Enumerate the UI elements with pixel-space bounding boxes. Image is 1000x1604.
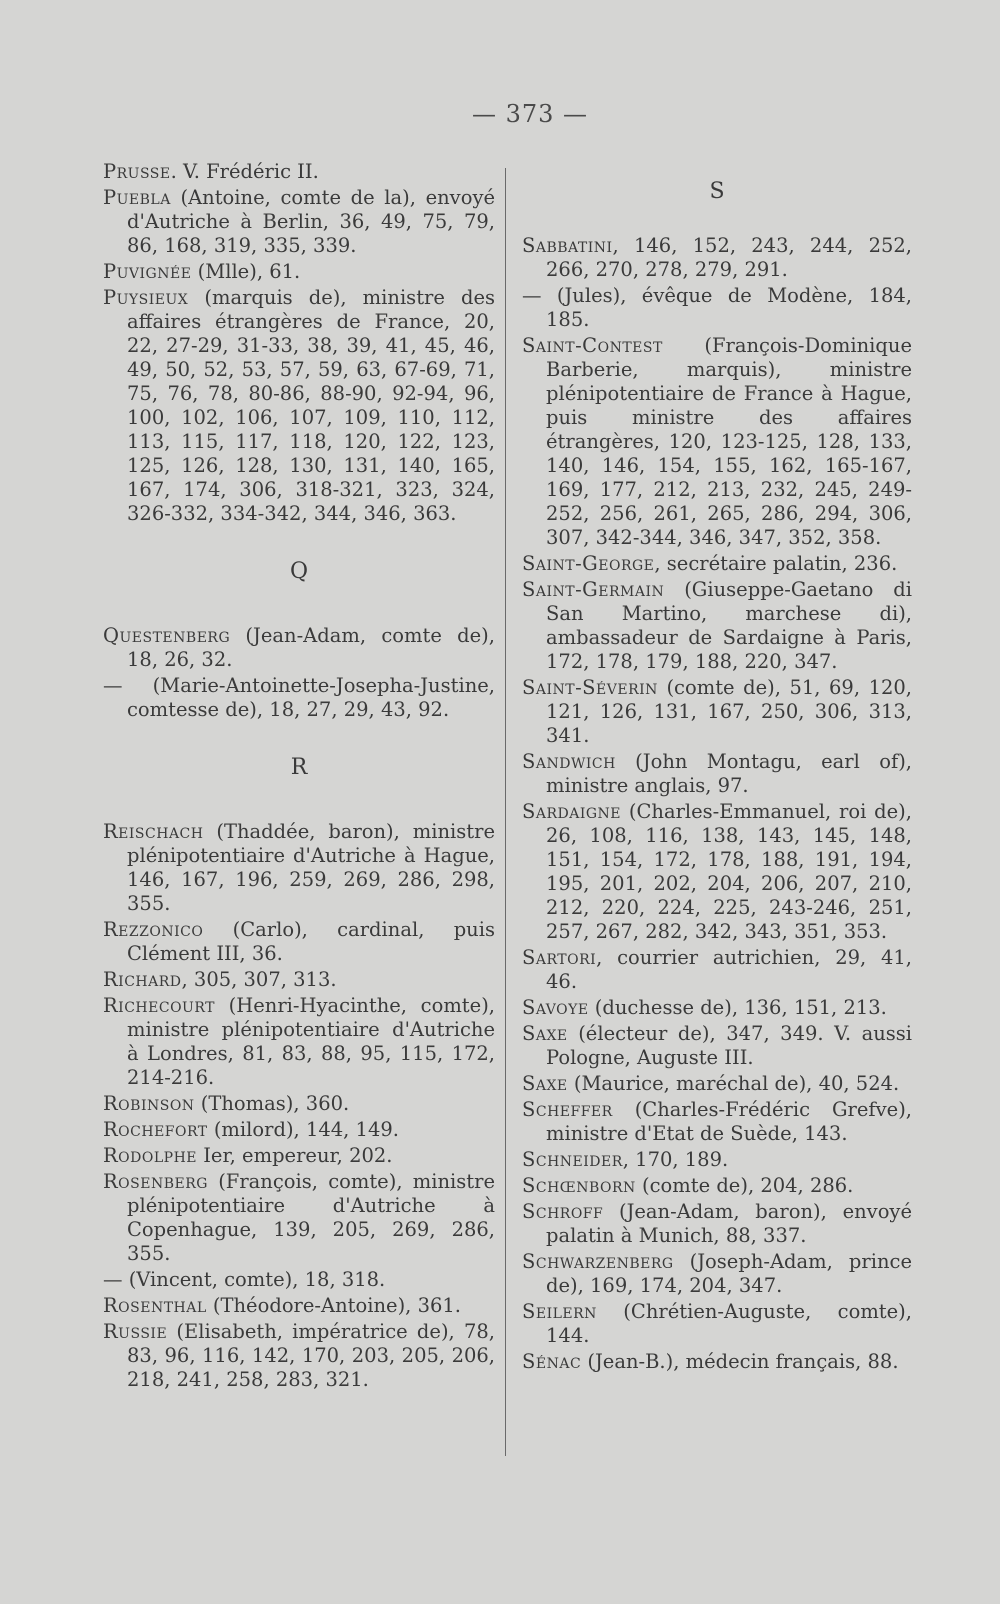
index-entry xyxy=(103,1294,495,1318)
index-entry xyxy=(103,160,495,184)
entry-headword: Scheffer xyxy=(522,1098,613,1121)
index-entry xyxy=(103,1170,495,1266)
entry-headword: Rosenthal xyxy=(103,1294,207,1317)
entry-headword: Puvignée xyxy=(103,260,192,283)
index-entry xyxy=(522,996,912,1020)
entry-headword: Saint-Contest xyxy=(522,334,663,357)
index-entry xyxy=(522,552,912,576)
entry-text: (Carlo), cardinal, puis Clément III, 36. xyxy=(127,918,495,965)
index-entry xyxy=(522,946,912,994)
entry-headword: Richard xyxy=(103,968,182,991)
entry-text: (marquis de), ministre des affaires étrangères de France, 20, 22, 27-29, 31-33, 38, 39, 41, 45, 46, 49, 50, 52, 53, 57, 59, 63, 67-69, 71, 75, 76, 78, 80-86, 88-90, 92-94, 96, 100, 102, 106, 107, 109, 110, 112, 113, 115, 117, 118, 120, 122, 123, 125, 126, 128, 130, 131, 140, 165, 167, 174, 306, 318-321, 323, 324, 326-332, 334-342, 344, 346, 363. xyxy=(127,286,495,525)
entry-headword: Rezzonico xyxy=(103,918,204,941)
entry-text: , courrier autrichien, 29, 41, 46. xyxy=(546,946,912,993)
entry-headword: Sénac xyxy=(522,1350,582,1373)
entry-text: , 305, 307, 313. xyxy=(181,968,337,991)
entry-text: — (Marie-Antoinette-Josepha-Justine, comtesse de), 18, 27, 29, 43, 92. xyxy=(103,674,495,721)
entries-q xyxy=(103,624,495,722)
index-entry xyxy=(103,820,495,916)
entry-text: (électeur de), 347, 349. V. aussi Pologne, Auguste III. xyxy=(546,1022,912,1069)
entries-r xyxy=(103,820,495,1392)
entry-headword: Reischach xyxy=(103,820,204,843)
section-letter-s: S xyxy=(709,179,725,204)
entry-text: (Jean-Adam, baron), envoyé palatin à Munich, 88, 337. xyxy=(546,1200,912,1247)
index-entry xyxy=(103,624,495,672)
entry-text: (Thaddée, baron), ministre plénipotentiaire d'Autriche à Hague, 146, 167, 196, 259, 269, 286, 298, 355. xyxy=(127,820,495,915)
entry-headword: Schroff xyxy=(522,1200,604,1223)
entry-headword: Saint-George xyxy=(522,552,655,575)
entry-text: — (Vincent, comte), 18, 318. xyxy=(103,1268,386,1291)
index-entry xyxy=(522,578,912,674)
entry-headword: Rosenberg xyxy=(103,1170,208,1193)
entry-text: (Giuseppe-Gaetano di San Martino, marchese di), ambassadeur de Sardaigne à Paris, 172, 178, 179, 188, 220, 347. xyxy=(546,578,912,673)
index-entry xyxy=(522,1250,912,1298)
entry-headword: Prusse xyxy=(103,160,171,183)
entry-text: (comte de), 51, 69, 120, 121, 126, 131, 167, 250, 306, 313, 341. xyxy=(546,676,912,747)
page-number: — 373 — xyxy=(471,100,589,128)
entry-headword: Saxe xyxy=(522,1022,568,1045)
entry-headword: Saxe xyxy=(522,1072,568,1095)
entry-headword: Schwarzenberg xyxy=(522,1250,674,1273)
entry-headword: Puysieux xyxy=(103,286,189,309)
entry-text: (milord), 144, 149. xyxy=(207,1118,399,1141)
entry-headword: Questenberg xyxy=(103,624,231,647)
entry-headword: Sabbatini xyxy=(522,234,613,257)
entry-headword: Sardaigne xyxy=(522,800,622,823)
index-entry xyxy=(522,284,912,332)
index-entry xyxy=(103,1118,495,1142)
entry-headword: Puebla xyxy=(103,186,171,209)
index-entry xyxy=(522,750,912,798)
index-entry xyxy=(103,286,495,526)
entry-text: (Charles-Emmanuel, roi de), 26, 108, 116, 138, 143, 145, 148, 151, 154, 172, 178, 188, 191, 194, 195, 201, 202, 204, 206, 207, 210, 212, 220, 224, 225, 243-246, 251, 257, 267, 282, 342, 343, 351, 353. xyxy=(546,800,912,943)
entry-headword: Robinson xyxy=(103,1092,195,1115)
entry-text: . V. Frédéric II. xyxy=(170,160,319,183)
entry-text: (comte de), 204, 286. xyxy=(635,1174,854,1197)
entry-headword: Russie xyxy=(103,1320,168,1343)
column-divider xyxy=(505,168,506,1456)
index-entry xyxy=(103,1144,495,1168)
entry-text: (Théodore-Antoine), 361. xyxy=(206,1294,461,1317)
index-entry xyxy=(103,674,495,722)
entry-text: (Maurice, maréchal de), 40, 524. xyxy=(567,1072,900,1095)
entry-text: , 170, 189. xyxy=(622,1148,729,1171)
entry-text: (Mlle), 61. xyxy=(191,260,301,283)
entry-text: (Joseph-Adam, prince de), 169, 174, 204, 347. xyxy=(546,1250,912,1297)
right-column xyxy=(522,180,912,1376)
index-entry xyxy=(522,1200,912,1248)
section-letter-q: Q xyxy=(289,559,309,584)
entry-text: (Jean-B.), médecin français, 88. xyxy=(581,1350,899,1373)
entry-text: (François-Dominique Barberie, marquis), ministre plénipotentiaire de France à Hague, puis ministre des affaires étrangères, 120, 123-125, 128, 133, 140, 146, 154, 155, 162, 165-167, 169, 177, 212, 213, 232, 245, 249-252, 256, 261, 265, 286, 294, 306, 307, 342-344, 346, 347, 352, 358. xyxy=(546,334,912,549)
index-entry xyxy=(522,234,912,282)
entry-text: (Thomas), 360. xyxy=(194,1092,350,1115)
entry-text: (Henri-Hyacinthe, comte), ministre plénipotentiaire d'Autriche à Londres, 81, 83, 88, 95, 115, 172, 214-216. xyxy=(127,994,495,1089)
entry-headword: Richecourt xyxy=(103,994,215,1017)
entry-text: (Jean-Adam, comte de), 18, 26, 32. xyxy=(127,624,495,671)
index-entry xyxy=(522,1350,912,1374)
entry-headword: Rochefort xyxy=(103,1118,208,1141)
entries-s xyxy=(522,234,912,1374)
entry-text: , 146, 152, 243, 244, 252, 266, 270, 278, 279, 291. xyxy=(546,234,912,281)
index-entry xyxy=(522,676,912,748)
entry-text: (John Montagu, earl of), ministre anglais, 97. xyxy=(546,750,912,797)
entry-headword: Schœnborn xyxy=(522,1174,636,1197)
index-entry xyxy=(103,994,495,1090)
index-entry xyxy=(103,1320,495,1392)
entry-text: Ier, empereur, 202. xyxy=(197,1144,393,1167)
entry-headword: Saint-Séverin xyxy=(522,676,658,699)
index-entry xyxy=(103,186,495,258)
index-entry xyxy=(103,968,495,992)
entry-headword: Sartori xyxy=(522,946,597,969)
index-entry xyxy=(522,1300,912,1348)
entry-headword: Seilern xyxy=(522,1300,597,1323)
entry-headword: Schneider xyxy=(522,1148,623,1171)
entry-text: (Antoine, comte de la), envoyé d'Autriche à Berlin, 36, 49, 75, 79, 86, 168, 319, 335, 339. xyxy=(127,186,495,257)
entry-headword: Rodolphe xyxy=(103,1144,198,1167)
entry-text: (Elisabeth, impératrice de), 78, 83, 96, 116, 142, 170, 203, 205, 206, 218, 241, 258, 283, 321. xyxy=(127,1320,495,1391)
entry-text: (duchesse de), 136, 151, 213. xyxy=(588,996,887,1019)
entry-text: (Charles-Frédéric Grefve), ministre d'Etat de Suède, 143. xyxy=(546,1098,912,1145)
index-entry xyxy=(103,1268,495,1292)
entry-headword: Savoye xyxy=(522,996,589,1019)
index-entry xyxy=(103,918,495,966)
index-entry xyxy=(522,800,912,944)
section-letter-r: R xyxy=(290,755,308,780)
index-entry xyxy=(103,1092,495,1116)
index-entry xyxy=(522,1022,912,1070)
entry-headword: Sandwich xyxy=(522,750,616,773)
entry-headword: Saint-Germain xyxy=(522,578,665,601)
index-entry xyxy=(522,1072,912,1096)
entry-text: — (Jules), évêque de Modène, 184, 185. xyxy=(522,284,912,331)
index-entry xyxy=(522,1098,912,1146)
index-entry xyxy=(103,260,495,284)
index-entry xyxy=(522,1148,912,1172)
index-entry xyxy=(522,1174,912,1198)
entries-p xyxy=(103,160,495,526)
left-column xyxy=(103,160,495,1394)
entry-text: , secrétaire palatin, 236. xyxy=(654,552,898,575)
entry-text: (François, comte), ministre plénipotentiaire d'Autriche à Copenhague, 139, 205, 269, 286, 355. xyxy=(127,1170,495,1265)
entry-text: (Chrétien-Auguste, comte), 144. xyxy=(546,1300,912,1347)
index-entry xyxy=(522,334,912,550)
